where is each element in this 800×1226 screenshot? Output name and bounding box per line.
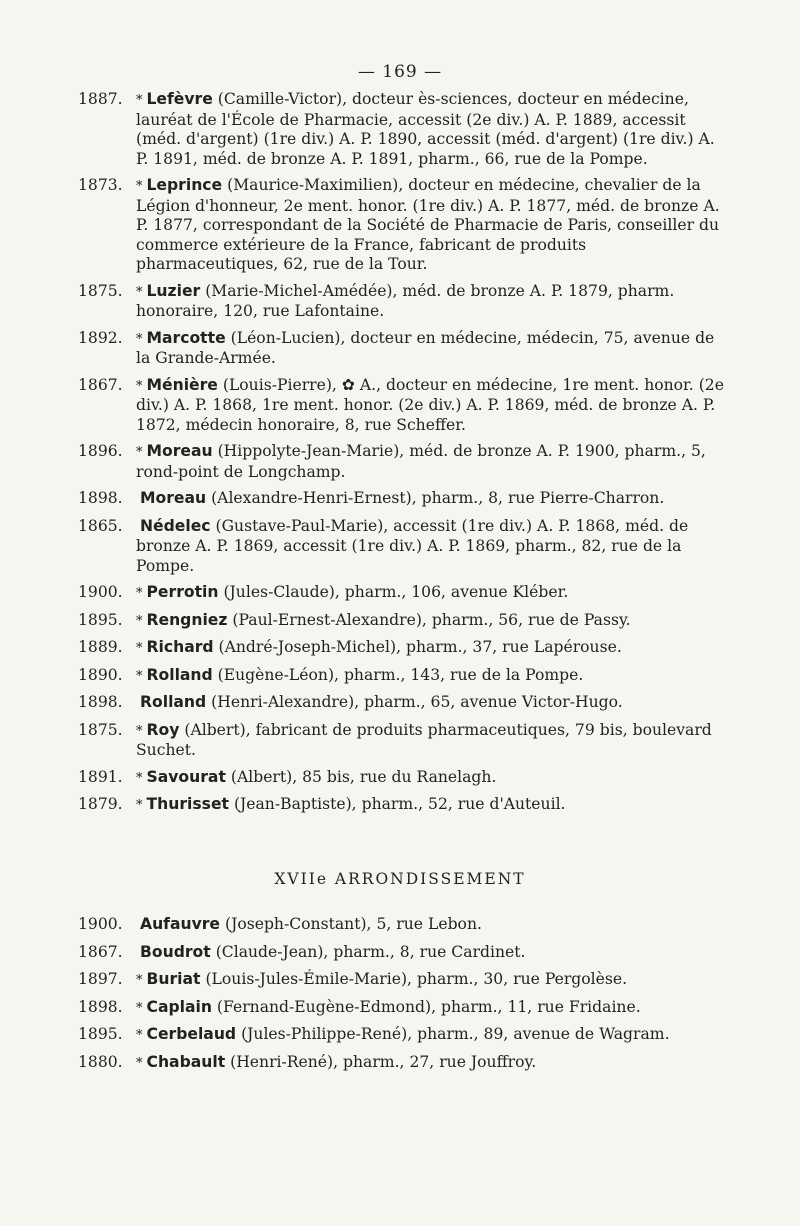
- entry-text: (Jean-Baptiste), pharm., 52, rue d'Auteuil.: [233, 795, 566, 813]
- list-item: [78, 693, 728, 714]
- entry-star: *: [136, 331, 143, 347]
- list-item: [78, 329, 728, 369]
- list-item: [78, 998, 728, 1019]
- entry-year: 1891.: [78, 767, 123, 786]
- entry-year: 1889.: [78, 638, 123, 656]
- entry-name: Aufauvre: [140, 915, 221, 933]
- entry-text: (Henri-René), pharm., 27, rue Jouffroy.: [230, 1052, 537, 1071]
- entry-name: Moreau: [140, 489, 207, 507]
- entry-text: (Eugène-Léon), pharm., 143, rue de la Pompe.: [217, 665, 584, 684]
- entry-text: (Henri-Alexandre), pharm., 65, avenue Victor-Hugo.: [211, 693, 623, 711]
- entry-year: 1867.: [78, 942, 123, 961]
- entry-text: (Louis-Pierre), ✿ A., docteur en médecine, 1re ment. honor. (2e div.) A. P. 1868, 1re ment. honor. (2e div.) A. P. 1869, méd. de bronze A. P. 1872, médecin honoraire, 8, rue Scheffer.: [136, 375, 724, 434]
- entry-text: (Léon-Lucien), docteur en médecine, médecin, 75, avenue de la Grande-Armée.: [136, 328, 715, 367]
- list-item: [78, 1025, 728, 1046]
- entry-name: Leprince: [146, 176, 223, 194]
- entry-list: [78, 90, 728, 823]
- entry-star: *: [136, 284, 143, 300]
- entry-year: 1900.: [78, 915, 123, 933]
- entry-year: 1887.: [78, 90, 123, 108]
- entry-star: *: [136, 1055, 143, 1071]
- list-item: [78, 768, 728, 789]
- entry-year: 1865.: [78, 516, 123, 535]
- entry-star: *: [136, 668, 143, 684]
- entry-text: (Jules-Philippe-René), pharm., 89, avenue de Wagram.: [241, 1025, 670, 1043]
- page-number: — 169 —: [357, 62, 443, 82]
- entry-name: Rengniez: [146, 610, 228, 629]
- entry-text: (Alexandre-Henri-Ernest), pharm., 8, rue Pierre-Charron.: [211, 489, 665, 507]
- list-item: [78, 489, 728, 510]
- list-item: [78, 90, 728, 169]
- entry-name: Savourat: [146, 767, 226, 786]
- list-item: [78, 611, 728, 632]
- entry-star: *: [136, 641, 143, 656]
- entry-star: *: [136, 1028, 143, 1043]
- entry-star: *: [136, 723, 143, 739]
- entry-star: *: [136, 378, 143, 394]
- entry-year: 1890.: [78, 665, 123, 684]
- entry-text: (Gustave-Paul-Marie), accessit (1re div.) A. P. 1868, méd. de bronze A. P. 1869, accessit (1re div.) A. P. 1869, pharm., 82, rue de la Pompe.: [136, 516, 689, 575]
- list-item: [78, 442, 728, 482]
- entry-text: (Paul-Ernest-Alexandre), pharm., 56, rue de Passy.: [232, 610, 631, 629]
- list-item: [78, 915, 728, 936]
- entry-name: Caplain: [146, 997, 212, 1016]
- entry-name: Perrotin: [146, 583, 219, 601]
- section-title: XVIIe ARRONDISSEMENT: [274, 870, 526, 888]
- entry-year: 1875.: [78, 281, 123, 300]
- list-item: [78, 282, 728, 322]
- entry-name: Cerbelaud: [146, 1025, 237, 1043]
- entry-year: 1897.: [78, 970, 123, 988]
- entry-year: 1895.: [78, 610, 123, 629]
- entry-year: 1898.: [78, 693, 123, 711]
- list-item: [78, 1053, 728, 1074]
- entry-year: 1898.: [78, 997, 123, 1016]
- entry-year: 1900.: [78, 583, 123, 601]
- entry-star: *: [136, 798, 143, 813]
- list-item: [78, 666, 728, 687]
- entry-star: *: [136, 93, 143, 108]
- entry-name: Luzier: [146, 281, 201, 300]
- entry-name: Moreau: [146, 442, 213, 460]
- list-item: [78, 638, 728, 659]
- entry-text: (Joseph-Constant), 5, rue Lebon.: [224, 915, 482, 933]
- list-item: [78, 795, 728, 816]
- entry-year: 1895.: [78, 1025, 123, 1043]
- list-item: [78, 583, 728, 604]
- entry-text: (Hippolyte-Jean-Marie), méd. de bronze A. P. 1900, pharm., 5, rond-point de Longchamp.: [136, 442, 706, 481]
- entry-text: (Albert), fabricant de produits pharmaceutiques, 79 bis, boulevard Suchet.: [136, 720, 712, 759]
- entry-text: (Claude-Jean), pharm., 8, rue Cardinet.: [215, 942, 526, 961]
- list-item: [78, 721, 728, 761]
- entry-name: Marcotte: [146, 328, 226, 347]
- entry-year: 1867.: [78, 375, 123, 394]
- entry-text: (Maurice-Maximilien), docteur en médecine, chevalier de la Légion d'honneur, 2e ment. honor. (1re div.) A. P. 1877, méd. de bronze A. P. 1877, correspondant de la Société de Pharmacie de Paris, conseiller du commerce extérieure de la France, fabricant de produits pharmaceutiques, 62, rue de la Tour.: [136, 176, 720, 273]
- entry-star: *: [136, 770, 143, 786]
- entry-text: (Marie-Michel-Amédée), méd. de bronze A. P. 1879, pharm. honoraire, 120, rue Lafontaine.: [136, 281, 675, 320]
- entry-name: Rolland: [140, 693, 207, 711]
- entry-year: 1892.: [78, 328, 123, 347]
- entry-name: Roy: [146, 720, 180, 739]
- list-item: [78, 943, 728, 964]
- entry-year: 1873.: [78, 176, 123, 194]
- entry-text: (Albert), 85 bis, rue du Ranelagh.: [230, 767, 497, 786]
- entry-text: (André-Joseph-Michel), pharm., 37, rue Lapérouse.: [218, 638, 622, 656]
- entry-year: 1898.: [78, 489, 123, 507]
- entry-year: 1875.: [78, 720, 123, 739]
- entry-name: Chabault: [146, 1052, 226, 1071]
- entry-name: Boudrot: [140, 942, 211, 961]
- entry-text: (Camille-Victor), docteur ès-sciences, docteur en médecine, lauréat de l'École de Pharmacie, accessit (2e div.) A. P. 1889, accessit (méd. d'argent) (1re div.) A. P. 1890, accessit (méd. d'argent) (1re div.) A. P. 1891, méd. de bronze A. P. 1891, pharm., 66, rue de la Pompe.: [136, 90, 715, 168]
- entry-year: 1879.: [78, 795, 123, 813]
- entry-list-xvii: [78, 915, 728, 1080]
- entry-name: Rolland: [146, 665, 213, 684]
- entry-name: Richard: [146, 638, 214, 656]
- entry-star: *: [136, 445, 143, 460]
- entry-star: *: [136, 613, 143, 629]
- entry-text: (Jules-Claude), pharm., 106, avenue Kléber.: [223, 583, 569, 601]
- entry-year: 1880.: [78, 1052, 123, 1071]
- entry-star: *: [136, 179, 143, 194]
- entry-text: (Fernand-Eugène-Edmond), pharm., 11, rue Fridaine.: [216, 997, 641, 1016]
- entry-star: *: [136, 1000, 143, 1016]
- entry-name: Thurisset: [146, 795, 229, 813]
- entry-text: (Louis-Jules-Émile-Marie), pharm., 30, rue Pergolèse.: [205, 970, 628, 988]
- entry-star: *: [136, 586, 143, 601]
- entry-year: 1896.: [78, 442, 123, 460]
- entry-star: *: [136, 973, 143, 988]
- list-item: [78, 376, 728, 436]
- entry-name: Lefèvre: [146, 90, 213, 108]
- list-item: [78, 176, 728, 275]
- entry-name: Nédelec: [140, 516, 211, 535]
- entry-name: Buriat: [146, 970, 201, 988]
- list-item: [78, 970, 728, 991]
- list-item: [78, 517, 728, 577]
- entry-name: Ménière: [146, 375, 218, 394]
